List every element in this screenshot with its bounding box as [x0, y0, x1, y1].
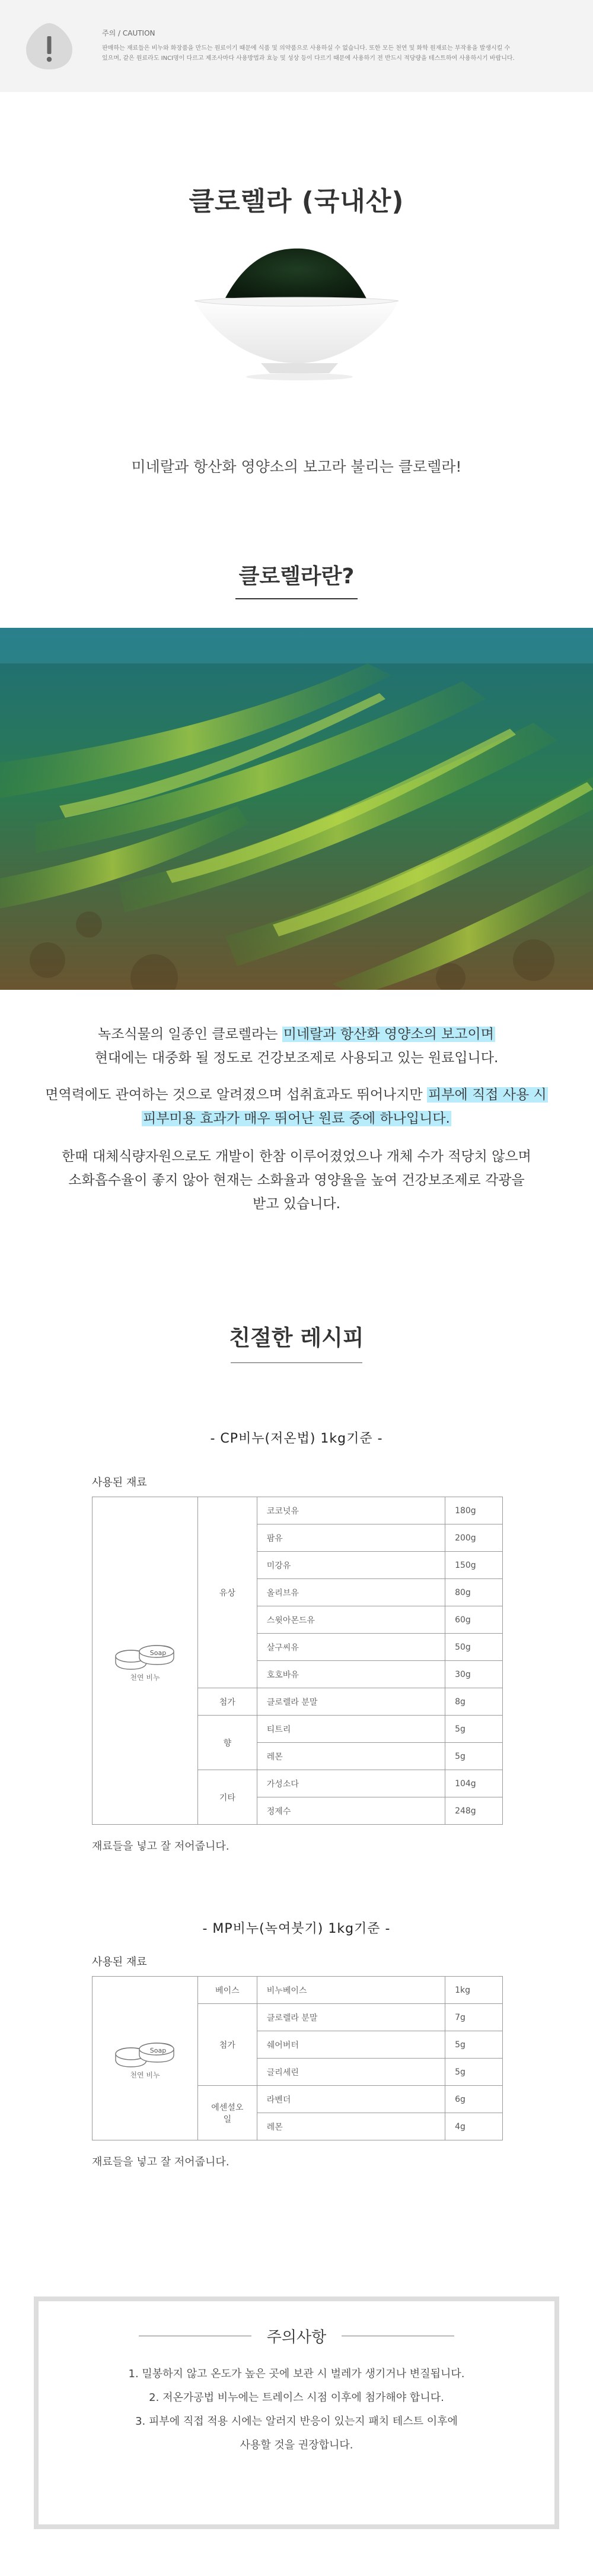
quantity-cell: 6g [445, 2086, 503, 2113]
ingredient-cell: 클로렐라 분말 [257, 1688, 445, 1716]
ingredient-cell: 클로렐라 분말 [257, 2004, 445, 2031]
ingredient-cell: 레몬 [257, 1743, 445, 1770]
ingredient-cell: 가성소다 [257, 1770, 445, 1797]
notice-item: 2. 저온가공법 비누에는 트레이스 시점 이후에 첨가해야 합니다. [149, 2391, 444, 2404]
caution-banner [0, 0, 593, 92]
about-text: 한때 대체식량자원으로도 개발이 한참 이루어졌었으나 개체 수가 적당치 않으며 [62, 1149, 531, 1164]
ingredient-cell: 라벤더 [257, 2086, 445, 2113]
category-cell: 향 [197, 1716, 257, 1770]
soap-image-text: Soap [149, 1648, 167, 1657]
ingredient-cell: 살구씨유 [257, 1634, 445, 1661]
ingredient-cell: 쉐어버터 [257, 2031, 445, 2059]
about-paragraph-3 [0, 1145, 593, 1216]
quantity-cell: 248g [445, 1797, 503, 1825]
quantity-cell: 80g [445, 1579, 503, 1606]
table-row [93, 1497, 503, 1524]
cp-recipe-note: 재료들을 넣고 잘 저어줍니다. [92, 1840, 229, 1853]
product-subtitle: 미네랄과 항산화 영양소의 보고라 불리는 클로렐라! [131, 458, 462, 475]
quantity-cell: 7g [445, 2004, 503, 2031]
about-paragraph-1 [0, 1022, 593, 1070]
category-cell: 유상 [197, 1497, 257, 1688]
caution-line: 판매하는 재료들은 비누와 화장품을 만드는 원료이기 때문에 식품 및 의약품으로 사용하실 수 없습니다. 또한 모든 천연 및 화학 원재료는 부작용을 발생시킬 수 [102, 45, 511, 52]
soap-label: 천연 비누 [130, 1673, 160, 1682]
quantity-cell: 4g [445, 2113, 503, 2140]
recipe-heading: 친절한 레시피 [0, 1320, 593, 1363]
quantity-cell: 200g [445, 1524, 503, 1552]
ingredient-cell: 스윗아몬드유 [257, 1606, 445, 1634]
warning-icon [24, 21, 75, 72]
quantity-cell: 60g [445, 1606, 503, 1634]
quantity-cell: 180g [445, 1497, 503, 1524]
notice-header [39, 2325, 554, 2347]
quantity-cell: 50g [445, 1634, 503, 1661]
about-paragraph-2 [0, 1083, 593, 1130]
notice-title: 주의사항 [266, 2329, 327, 2346]
notice-list [39, 2362, 554, 2457]
quantity-cell: 104g [445, 1770, 503, 1797]
notice-item: 3. 피부에 직접 적용 시에는 알러지 반응이 있는지 패치 테스트 이후에 [135, 2415, 458, 2428]
product-title: 클로렐라 (국내산) [189, 186, 404, 217]
chlorella-bowl-image [190, 242, 403, 384]
quantity-cell: 5g [445, 2059, 503, 2086]
cp-materials-label: 사용된 재료 [92, 1476, 147, 1489]
quantity-cell: 8g [445, 1688, 503, 1716]
notice-item: 1. 밀봉하지 않고 온도가 높은 곳에 보관 시 벌레가 생기거나 변질됩니다. [128, 2368, 465, 2380]
cp-recipe-title: - CP비누(저온법) 1kg기준 - [210, 1431, 383, 1446]
ingredient-cell: 비누베이스 [257, 1977, 445, 2004]
cp-recipe-table [92, 1497, 503, 1825]
notice-item: 사용할 것을 권장합니다. [240, 2439, 353, 2451]
algae-river-image [0, 628, 593, 990]
category-cell: 첨가 [197, 1688, 257, 1716]
quantity-cell: 1kg [445, 1977, 503, 2004]
mp-materials-label: 사용된 재료 [92, 1956, 147, 1968]
about-heading [0, 560, 593, 599]
soap-label: 천연 비누 [130, 2070, 160, 2079]
about-heading-text: 클로렐라란? [235, 560, 358, 599]
caution-text [102, 28, 569, 63]
highlight-text: 피부에 직접 사용 시 [428, 1087, 547, 1103]
soap-image-cell [93, 1977, 198, 2140]
ingredient-cell: 호호바유 [257, 1661, 445, 1688]
about-text: 면역력에도 관여하는 것으로 알려졌으며 섭취효과도 뛰어나지만 [45, 1087, 428, 1103]
mp-recipe-table [92, 1976, 503, 2140]
ingredient-cell: 미강유 [257, 1552, 445, 1579]
soap-image-text: Soap [149, 2046, 167, 2054]
category-cell: 기타 [197, 1770, 257, 1825]
about-text: 소화흡수율이 좋지 않아 현재는 소화율과 영양율을 높여 건강보조제로 각광을 [68, 1173, 525, 1188]
ingredient-cell: 올리브유 [257, 1579, 445, 1606]
highlight-text: 미네랄과 항산화 영양소의 보고이며 [283, 1027, 494, 1042]
highlight-text: 피부미용 효과가 매우 뛰어난 원료 중에 하나입니다. [143, 1111, 450, 1126]
ingredient-cell: 코코넛유 [257, 1497, 445, 1524]
category-cell: 베이스 [197, 1977, 257, 2004]
about-text: 현대에는 대중화 될 정도로 건강보조제로 사용되고 있는 원료입니다. [94, 1050, 499, 1066]
mp-recipe-title: - MP비누(녹여붓기) 1kg기준 - [202, 1921, 391, 1936]
ingredient-cell: 정제수 [257, 1797, 445, 1825]
quantity-cell: 5g [445, 1743, 503, 1770]
ingredient-cell: 글리세린 [257, 2059, 445, 2086]
quantity-cell: 5g [445, 2031, 503, 2059]
about-text: 받고 있습니다. [253, 1196, 340, 1212]
soap-icon [102, 2037, 188, 2080]
quantity-cell: 30g [445, 1661, 503, 1688]
soap-image-cell [93, 1497, 198, 1825]
ingredient-cell: 티트리 [257, 1716, 445, 1743]
caution-title: 주의 / CAUTION [102, 29, 155, 37]
ingredient-cell: 팜유 [257, 1524, 445, 1552]
notice-box [34, 2297, 559, 2529]
quantity-cell: 5g [445, 1716, 503, 1743]
table-row [93, 1977, 503, 2004]
category-cell: 첨가 [197, 2004, 257, 2086]
category-cell: 에센셜오일 [197, 2086, 257, 2140]
caution-line: 있으며, 같은 원료라도 INCI명이 다르고 제조사마다 사용방법과 효능 및 성상 등이 다르기 때문에 사용하기 전 반드시 적당량을 테스트하여 사용하시기 바랍니다. [102, 55, 515, 62]
about-text: 녹조식물의 일종인 클로렐라는 [98, 1027, 282, 1042]
quantity-cell: 150g [445, 1552, 503, 1579]
ingredient-cell: 레몬 [257, 2113, 445, 2140]
soap-icon [102, 1640, 188, 1682]
mp-recipe-note: 재료들을 넣고 잘 저어줍니다. [92, 2156, 229, 2168]
